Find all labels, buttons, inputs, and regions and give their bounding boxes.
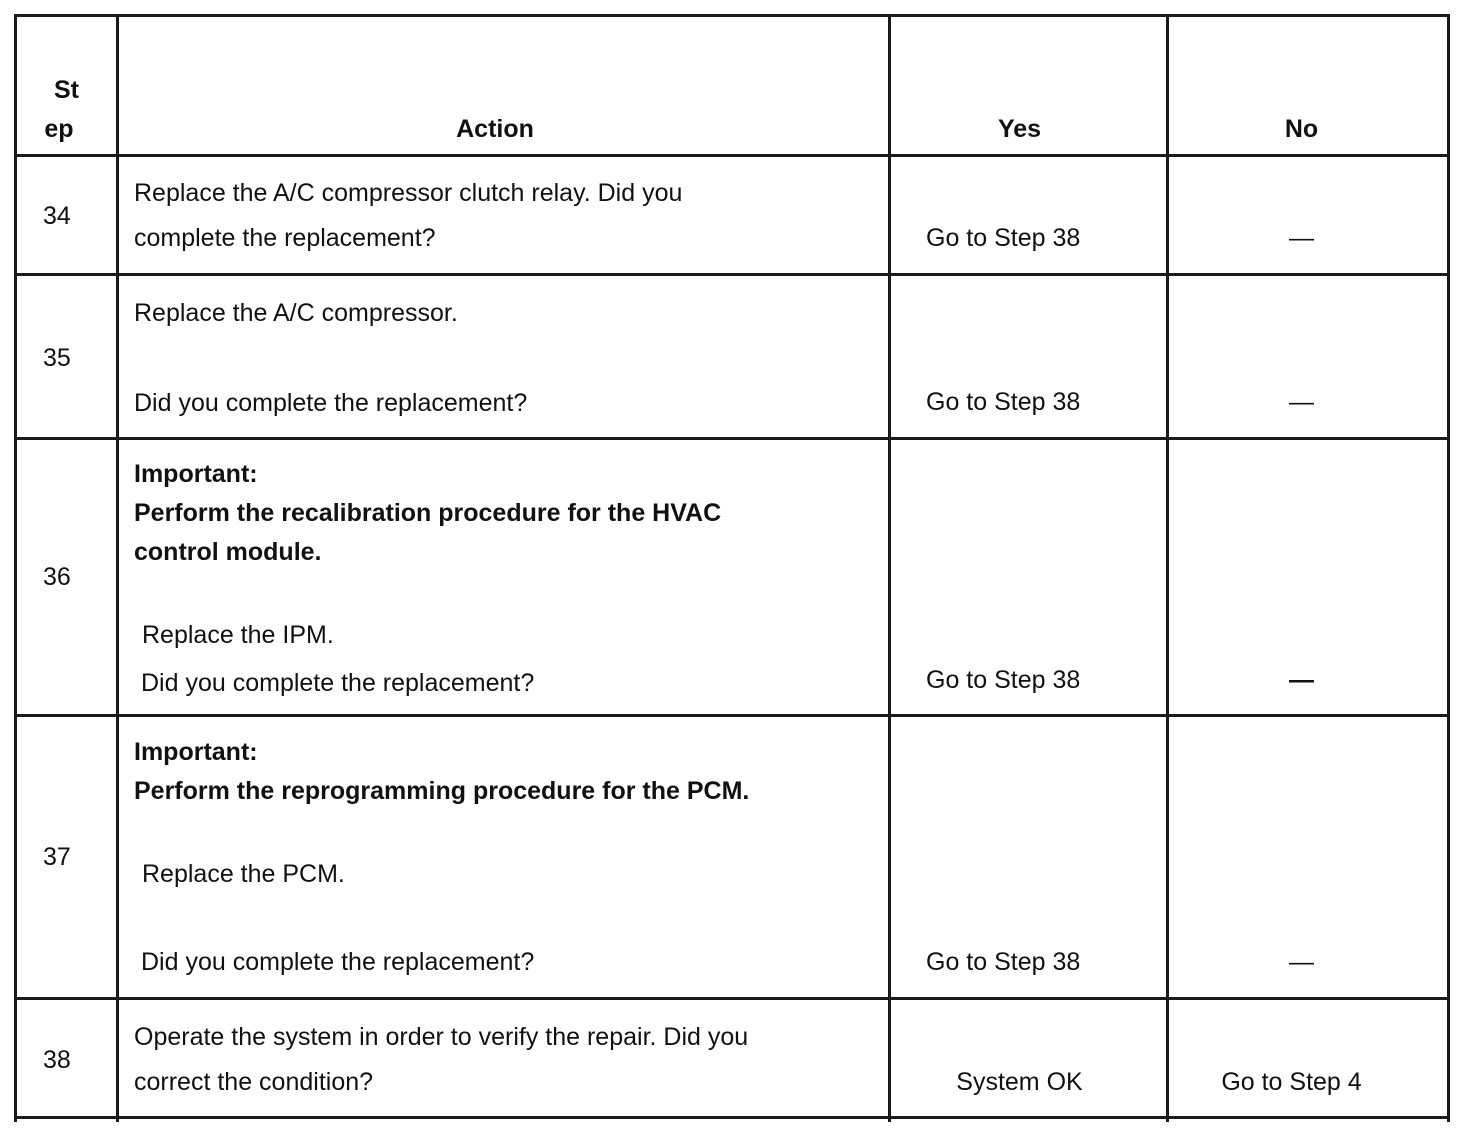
action-text-37-line2: Did you complete the replacement? (141, 948, 535, 976)
step-number-37: 37 (43, 843, 71, 871)
yes-target-34: Go to Step 38 (926, 224, 1081, 252)
row-divider-35 (14, 437, 1450, 440)
header-step-line2: ep (44, 115, 74, 143)
no-target-35: — (1289, 388, 1314, 416)
header-divider (14, 154, 1450, 157)
header-action: Action (456, 115, 534, 143)
action-text-34-line1: Replace the A/C compressor clutch relay. Did you (134, 179, 683, 207)
yes-target-36: Go to Step 38 (926, 666, 1081, 694)
important-text-36-line1: Perform the recalibration procedure for the HVAC (134, 499, 722, 527)
table-border-bottom (14, 1116, 1450, 1119)
table-border-right (1447, 14, 1450, 1122)
action-text-38-line1: Operate the system in order to verify the repair. Did you (134, 1023, 749, 1051)
action-text-36-line2: Did you complete the replacement? (141, 669, 535, 697)
table-border-left (14, 14, 17, 1122)
action-text-36-line1: Replace the IPM. (142, 621, 334, 649)
column-divider-action (888, 14, 891, 1122)
action-text-34-line2: complete the replacement? (134, 224, 436, 252)
no-target-37: — (1289, 948, 1314, 976)
row-divider-37 (14, 997, 1450, 1000)
important-label-36: Important: (134, 460, 258, 488)
step-number-38: 38 (43, 1046, 71, 1074)
important-text-36-line2: control module. (134, 538, 322, 566)
no-target-36: — (1289, 666, 1314, 694)
header-no: No (1284, 115, 1319, 143)
important-text-37-line1: Perform the reprogramming procedure for the PCM. (134, 777, 750, 805)
header-step-line1: St (54, 76, 79, 104)
no-target-38: Go to Step 4 (1221, 1068, 1362, 1096)
yes-target-35: Go to Step 38 (926, 388, 1081, 416)
yes-target-38: System OK (956, 1068, 1083, 1096)
action-text-35-line1: Replace the A/C compressor. (134, 299, 458, 327)
yes-target-37: Go to Step 38 (926, 948, 1081, 976)
table-border-top (14, 14, 1450, 17)
row-divider-36 (14, 714, 1450, 717)
step-number-35: 35 (43, 344, 71, 372)
action-text-37-line1: Replace the PCM. (142, 860, 345, 888)
action-text-35-line2: Did you complete the replacement? (134, 389, 528, 417)
header-yes: Yes (997, 115, 1042, 143)
important-label-37: Important: (134, 738, 258, 766)
step-number-36: 36 (43, 563, 71, 591)
no-target-34: — (1289, 224, 1314, 252)
row-divider-34 (14, 273, 1450, 276)
action-text-38-line2: correct the condition? (134, 1068, 374, 1096)
step-number-34: 34 (43, 202, 71, 230)
column-divider-step (116, 14, 119, 1122)
